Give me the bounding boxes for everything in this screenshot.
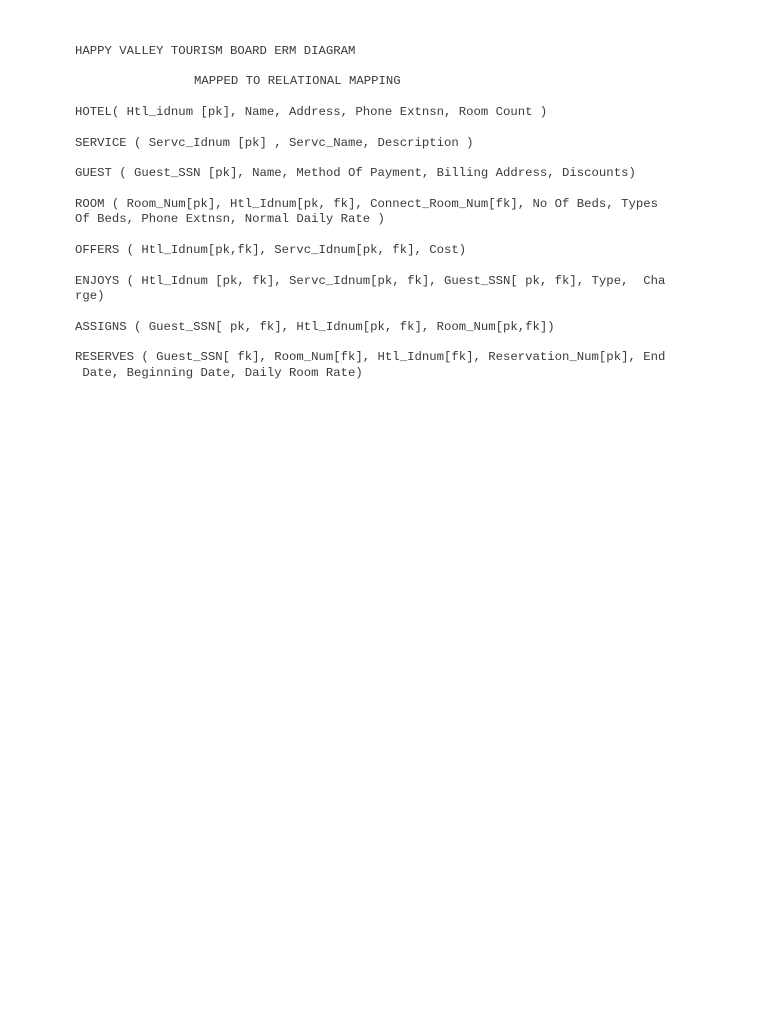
document-subtitle: MAPPED TO RELATIONAL MAPPING	[194, 74, 401, 88]
relation-hotel: HOTEL( Htl_idnum [pk], Name, Address, Phone Extnsn, Room Count )	[75, 105, 548, 119]
relation-enjoys-line-1: ENJOYS ( Htl_Idnum [pk, fk], Servc_Idnum[pk, fk], Guest_SSN[ pk, fk], Type, Cha	[75, 274, 666, 288]
relation-assigns: ASSIGNS ( Guest_SSN[ pk, fk], Htl_Idnum[pk, fk], Room_Num[pk,fk])	[75, 320, 555, 334]
relation-enjoys-line-2: rge)	[75, 289, 105, 303]
relation-guest: GUEST ( Guest_SSN [pk], Name, Method Of Payment, Billing Address, Discounts)	[75, 166, 636, 180]
relation-reserves-line-1: RESERVES ( Guest_SSN[ fk], Room_Num[fk], Htl_Idnum[fk], Reservation_Num[pk], End	[75, 350, 666, 364]
relation-room-line-1: ROOM ( Room_Num[pk], Htl_Idnum[pk, fk], Connect_Room_Num[fk], No Of Beds, Types	[75, 197, 658, 211]
relation-room-line-2: Of Beds, Phone Extnsn, Normal Daily Rate )	[75, 212, 385, 226]
relation-reserves-line-2: Date, Beginning Date, Daily Room Rate)	[75, 366, 363, 380]
relation-service: SERVICE ( Servc_Idnum [pk] , Servc_Name, Description )	[75, 136, 474, 150]
document-title: HAPPY VALLEY TOURISM BOARD ERM DIAGRAM	[75, 44, 356, 58]
relation-offers: OFFERS ( Htl_Idnum[pk,fk], Servc_Idnum[pk, fk], Cost)	[75, 243, 467, 257]
